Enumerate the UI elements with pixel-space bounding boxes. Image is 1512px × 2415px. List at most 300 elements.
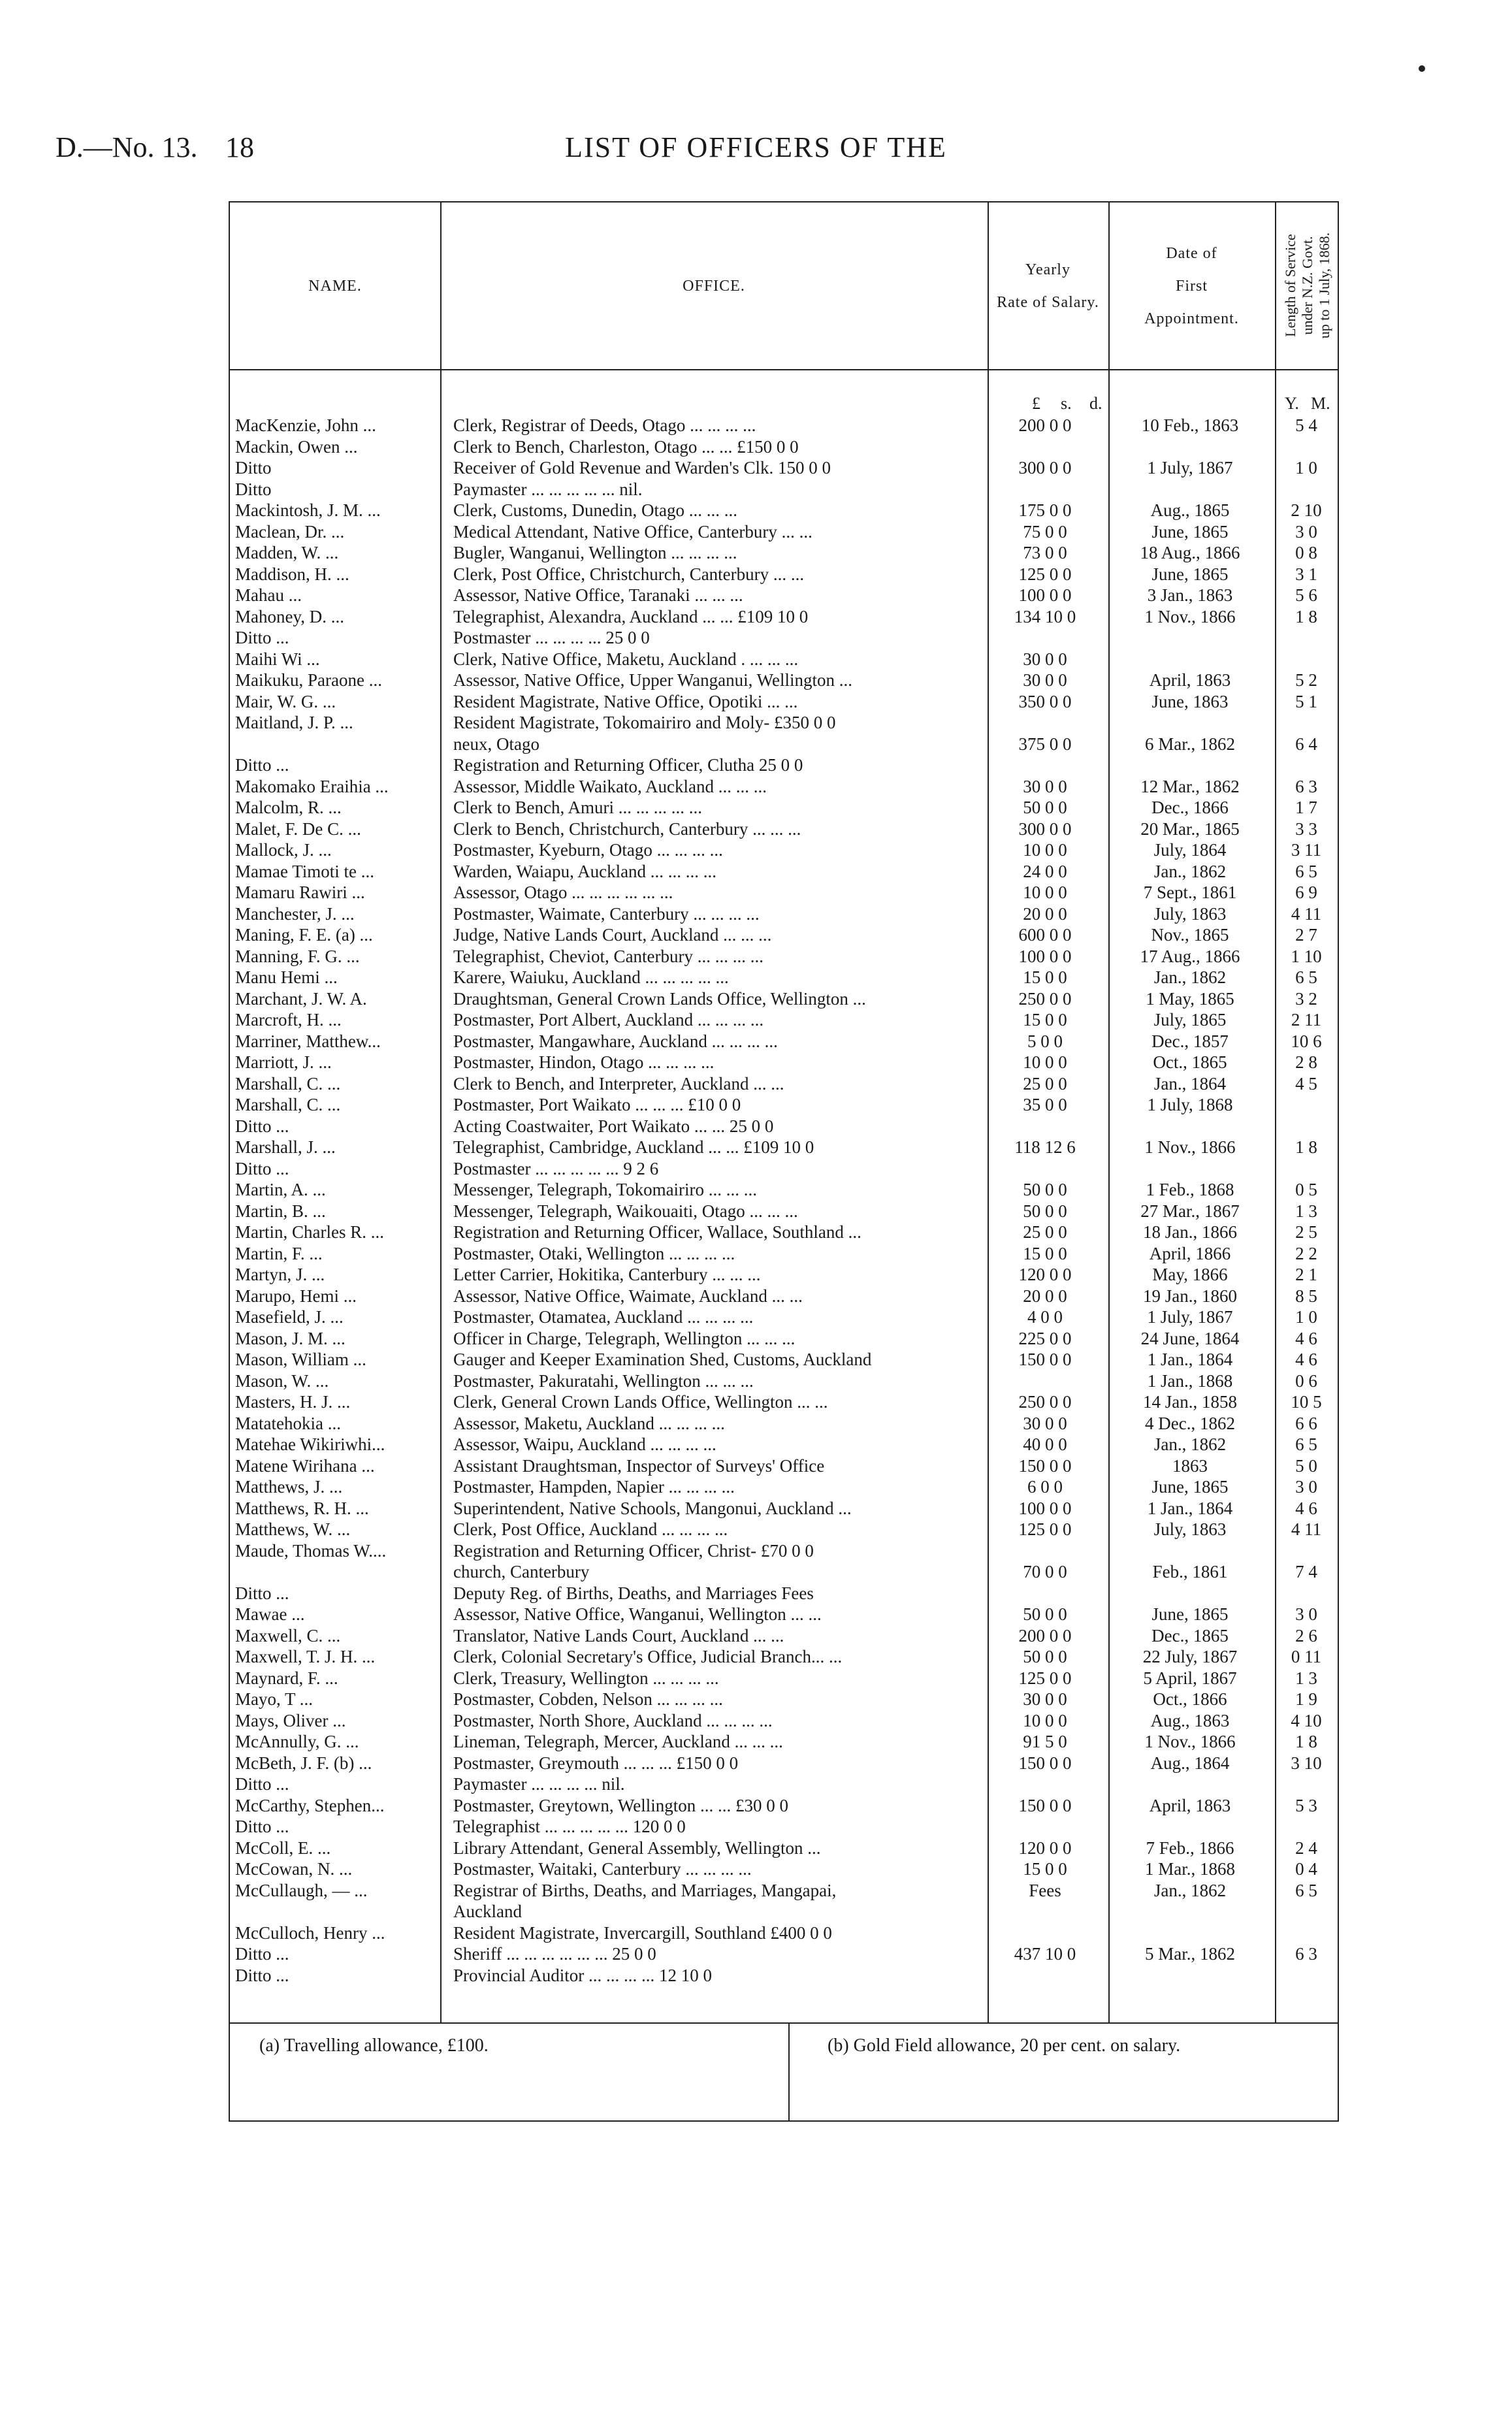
office-title: Postmaster, Hindon, Otago ... ... ... ... <box>453 1052 715 1072</box>
appointment-date: May, 1866 <box>1152 1265 1228 1284</box>
appointment-date: Jan., 1862 <box>1153 861 1227 881</box>
service-length: 4 10 <box>1291 1710 1322 1730</box>
officer-name: Mackin, Owen ... <box>235 436 358 457</box>
office-title: Clerk to Bench, and Interpreter, Auckland ... ... <box>453 1073 784 1094</box>
table-row <box>230 1306 1338 1328</box>
office-title: Sheriff ... ... ... ... ... ... 25 0 0 <box>453 1944 656 1964</box>
salary-rate: 30 0 0 <box>1023 649 1067 669</box>
column-header-name: NAME. <box>308 277 362 295</box>
page-title: LIST OF OFFICERS OF THE <box>565 131 947 163</box>
table-row <box>230 1179 1338 1201</box>
salary-rate: 15 0 0 <box>1023 1010 1067 1029</box>
appointment-date: 20 Mar., 1865 <box>1140 819 1240 839</box>
officer-name: Matthews, J. ... <box>235 1477 343 1497</box>
officer-name: Mackintosh, J. M. ... <box>235 500 381 520</box>
table-row <box>230 988 1338 1010</box>
table-row <box>230 1816 1338 1838</box>
table-row <box>230 839 1338 861</box>
appointment-date: Oct., 1865 <box>1153 1052 1227 1072</box>
officer-name: Mayo, T ... <box>235 1689 314 1709</box>
service-length: 0 4 <box>1295 1859 1317 1879</box>
table-row <box>230 1838 1338 1859</box>
footnote-a: (a) Travelling allowance, £100. <box>259 2035 489 2056</box>
salary-rate: 40 0 0 <box>1023 1434 1067 1454</box>
service-length: 6 3 <box>1295 776 1317 796</box>
appointment-date: 19 Jan., 1860 <box>1143 1286 1237 1306</box>
column-header-length: Length of Service under N.Z. Govt. up to 1 July, 1868. <box>1282 232 1332 339</box>
office-title: Clerk, Post Office, Auckland ... ... ... ... <box>453 1519 728 1539</box>
salary-rate: 35 0 0 <box>1023 1095 1067 1114</box>
service-length: 5 6 <box>1295 585 1317 605</box>
officer-name: Manchester, J. ... <box>235 903 355 924</box>
units-row <box>230 394 1338 415</box>
service-length: 0 6 <box>1295 1370 1317 1391</box>
officer-name: Masters, H. J. ... <box>235 1392 351 1412</box>
salary-rate: 73 0 0 <box>1023 543 1067 562</box>
office-title: Postmaster ... ... ... ... ... 9 2 6 <box>453 1158 659 1178</box>
salary-rate: 50 0 0 <box>1023 1647 1067 1666</box>
service-length: 1 9 <box>1295 1689 1317 1709</box>
appointment-date: 1 Jan., 1864 <box>1147 1350 1233 1369</box>
office-title: Telegraphist, Cambridge, Auckland ... ... £109 10 0 <box>453 1137 814 1157</box>
salary-rate: 75 0 0 <box>1023 521 1067 542</box>
office-title: Warden, Waiapu, Auckland ... ... ... ... <box>453 861 717 881</box>
table-row <box>230 1943 1338 1965</box>
officer-name: Marcroft, H. ... <box>235 1010 342 1029</box>
salary-rate: 375 0 0 <box>1018 734 1072 754</box>
appointment-date: June, 1863 <box>1151 691 1229 711</box>
service-length: 5 4 <box>1295 415 1317 435</box>
office-title: Assessor, Native Office, Upper Wanganui, Wellington ... <box>453 670 852 690</box>
office-title: Provincial Auditor ... ... ... ... 12 10 0 <box>453 1965 712 1985</box>
table-row <box>230 649 1338 670</box>
service-length: 4 5 <box>1295 1073 1317 1094</box>
table-row <box>230 1498 1338 1519</box>
officer-name: Marshall, C. ... <box>235 1095 341 1114</box>
officer-name: Ditto ... <box>235 1965 289 1985</box>
officer-name: Mawae ... <box>235 1604 305 1624</box>
salary-rate: 24 0 0 <box>1023 861 1067 881</box>
service-length: 2 11 <box>1291 1010 1322 1029</box>
appointment-date: 18 Aug., 1866 <box>1140 543 1240 562</box>
officer-name: Manning, F. G. ... <box>235 946 360 966</box>
officer-name: Mason, William ... <box>235 1350 366 1369</box>
table-row <box>230 1328 1338 1350</box>
officer-name: McCullaugh, — ... <box>235 1880 368 1900</box>
service-length: 1 0 <box>1295 1307 1317 1327</box>
office-title: Draughtsman, General Crown Lands Office, Wellington ... <box>453 988 866 1009</box>
appointment-date: 1 July, 1867 <box>1147 1307 1233 1327</box>
appointment-date: Jan., 1862 <box>1153 1880 1227 1900</box>
officer-name: Maude, Thomas W.... <box>235 1540 387 1561</box>
office-title: Assessor, Native Office, Waimate, Auckland ... ... <box>453 1286 803 1306</box>
table-row <box>230 691 1338 713</box>
officer-name: Maclean, Dr. ... <box>235 521 345 542</box>
table-row <box>230 882 1338 903</box>
office-title: Paymaster ... ... ... ... ... nil. <box>453 479 643 499</box>
appointment-date: Aug., 1865 <box>1150 500 1230 520</box>
service-length: 1 3 <box>1295 1201 1317 1221</box>
appointment-date: 1 July, 1867 <box>1147 458 1233 478</box>
officer-name: Marshall, C. ... <box>235 1073 341 1094</box>
officer-name: Ditto ... <box>235 1817 289 1836</box>
appointment-date: Aug., 1864 <box>1150 1753 1230 1773</box>
column-header-date: Date of First Appointment. <box>1144 244 1239 327</box>
officer-name: Ditto ... <box>235 628 289 647</box>
officer-name: McCowan, N. ... <box>235 1859 353 1879</box>
service-length: 5 3 <box>1295 1795 1317 1815</box>
salary-rate: 300 0 0 <box>1018 458 1072 478</box>
table-row <box>230 1286 1338 1307</box>
officer-name: Ditto ... <box>235 755 289 775</box>
service-length: 2 2 <box>1295 1243 1317 1263</box>
office-title: Clerk, Colonial Secretary's Office, Judicial Branch... ... <box>453 1647 843 1666</box>
footnote-b: (b) Gold Field allowance, 20 per cent. on salary. <box>828 2035 1181 2056</box>
officer-name: McCulloch, Henry ... <box>235 1922 385 1943</box>
office-title: Postmaster, Pakuratahi, Wellington ... ... ... <box>453 1370 754 1391</box>
table-row <box>230 1391 1338 1413</box>
officer-name: Ditto <box>235 479 272 499</box>
officer-name: Maddison, H. ... <box>235 564 349 584</box>
officers-table <box>229 201 1339 2024</box>
officer-name: Marriott, J. ... <box>235 1052 332 1072</box>
office-title: Bugler, Wanganui, Wellington ... ... ... ... <box>453 543 737 562</box>
table-row <box>230 754 1338 776</box>
service-length: 3 0 <box>1295 1477 1317 1497</box>
table-row <box>230 734 1338 755</box>
office-title: Clerk, Registrar of Deeds, Otago ... ... ... ... <box>453 415 756 435</box>
officer-name: Maxwell, C. ... <box>235 1625 341 1645</box>
office-title: Clerk, Customs, Dunedin, Otago ... ... ... <box>453 500 737 520</box>
appointment-date: 1863 <box>1172 1455 1208 1476</box>
appointment-date: 1 May, 1865 <box>1146 988 1234 1009</box>
service-length: 2 6 <box>1295 1625 1317 1645</box>
service-length: 5 1 <box>1295 691 1317 711</box>
service-length: 1 8 <box>1295 1137 1317 1157</box>
ink-dot <box>1419 65 1425 72</box>
salary-rate: 50 0 0 <box>1023 1180 1067 1199</box>
officer-name: Mays, Oliver ... <box>235 1710 346 1730</box>
salary-rate: 50 0 0 <box>1023 798 1067 817</box>
office-title: Karere, Waiuku, Auckland ... ... ... ... ... <box>453 967 729 987</box>
appointment-date: 3 Jan., 1863 <box>1147 585 1233 605</box>
service-length: 0 11 <box>1291 1647 1322 1666</box>
appointment-date: April, 1866 <box>1149 1243 1231 1263</box>
salary-rate: 300 0 0 <box>1018 819 1072 839</box>
appointment-date: June, 1865 <box>1151 521 1229 542</box>
service-length: 2 1 <box>1295 1265 1317 1284</box>
appointment-date: Dec., 1857 <box>1151 1031 1229 1051</box>
table-row <box>230 479 1338 500</box>
office-title: Assessor, Native Office, Taranaki ... ... ... <box>453 585 743 605</box>
unit-pence: d. <box>1089 394 1102 413</box>
officer-name: Mair, W. G. ... <box>235 691 336 711</box>
table-row <box>230 712 1338 734</box>
officer-name: Maynard, F. ... <box>235 1668 338 1688</box>
appointment-date: Dec., 1866 <box>1151 798 1229 817</box>
office-title: Postmaster, Waitaki, Canterbury ... ... ... ... <box>453 1859 752 1879</box>
officer-name: McAnnully, G. ... <box>235 1732 359 1751</box>
table-row <box>230 1922 1338 1944</box>
officer-name: Mallock, J. ... <box>235 840 332 860</box>
office-title: Postmaster, Greymouth ... ... ... £150 0 0 <box>453 1753 739 1773</box>
service-length: 3 1 <box>1295 564 1317 584</box>
appointment-date: 1 Mar., 1868 <box>1145 1859 1235 1879</box>
appointment-date: 1 Jan., 1864 <box>1147 1498 1233 1518</box>
officer-name: Matene Wirihana ... <box>235 1455 375 1476</box>
office-title: Receiver of Gold Revenue and Warden's Clk. 150 0 0 <box>453 458 831 478</box>
appointment-date: 22 July, 1867 <box>1142 1647 1238 1666</box>
salary-rate: Fees <box>1029 1880 1061 1900</box>
salary-rate: 4 0 0 <box>1027 1307 1063 1327</box>
office-title: Letter Carrier, Hokitika, Canterbury ... ... ... <box>453 1265 761 1284</box>
office-title: Officer in Charge, Telegraph, Wellington ... ... ... <box>453 1328 796 1348</box>
salary-rate: 30 0 0 <box>1023 1689 1067 1709</box>
table-row <box>230 1625 1338 1647</box>
table-row <box>230 1540 1338 1562</box>
salary-rate: 125 0 0 <box>1018 564 1072 584</box>
service-length: 4 6 <box>1295 1328 1317 1348</box>
table-row <box>230 1476 1338 1498</box>
appointment-date: 4 Dec., 1862 <box>1145 1413 1235 1433</box>
office-title: Postmaster ... ... ... ... 25 0 0 <box>453 628 650 647</box>
officer-name: Ditto ... <box>235 1116 289 1136</box>
office-title: Auckland <box>453 1902 522 1921</box>
table-row <box>230 1158 1338 1180</box>
office-title: Registration and Returning Officer, Wallace, Southland ... <box>453 1222 861 1242</box>
table-row <box>230 946 1338 967</box>
salary-rate: 150 0 0 <box>1018 1455 1072 1476</box>
office-title: Translator, Native Lands Court, Auckland ... ... <box>453 1625 784 1645</box>
salary-rate: 10 0 0 <box>1023 883 1067 902</box>
officer-name: McCarthy, Stephen... <box>235 1795 385 1815</box>
office-title: Telegraphist, Cheviot, Canterbury ... ... ... ... <box>453 946 764 966</box>
appointment-date: 1 Nov., 1866 <box>1144 1732 1236 1751</box>
service-length: 2 8 <box>1295 1052 1317 1072</box>
service-length: 4 6 <box>1295 1350 1317 1369</box>
officer-name: Ditto <box>235 458 272 478</box>
unit-years: Y. <box>1285 394 1299 413</box>
office-title: Resident Magistrate, Tokomairiro and Moly- £350 0 0 <box>453 713 836 732</box>
table-body <box>230 415 1338 1986</box>
appointment-date: July, 1863 <box>1153 903 1227 924</box>
table-row <box>230 819 1338 840</box>
office-title: Assessor, Maketu, Auckland ... ... ... ... <box>453 1413 725 1433</box>
table-row <box>230 1561 1338 1583</box>
officer-name: Martin, A. ... <box>235 1180 326 1199</box>
salary-rate: 200 0 0 <box>1018 415 1072 435</box>
service-length: 4 6 <box>1295 1498 1317 1518</box>
salary-rate: 25 0 0 <box>1023 1222 1067 1242</box>
officer-name: Marchant, J. W. A. <box>235 988 367 1009</box>
office-title: Postmaster, Kyeburn, Otago ... ... ... ... <box>453 840 723 860</box>
salary-rate: 25 0 0 <box>1023 1073 1067 1094</box>
table-row <box>230 670 1338 691</box>
officer-name: Maitland, J. P. ... <box>235 713 353 732</box>
salary-rate: 70 0 0 <box>1023 1562 1067 1581</box>
table-row <box>230 1774 1338 1795</box>
office-title: Clerk, General Crown Lands Office, Wellington ... ... <box>453 1392 828 1412</box>
service-length: 6 9 <box>1295 883 1317 902</box>
salary-rate: 10 0 0 <box>1023 840 1067 860</box>
salary-rate: 10 0 0 <box>1023 1052 1067 1072</box>
service-length: 5 0 <box>1295 1455 1317 1476</box>
column-header-rate: Yearly Rate of Salary. <box>997 261 1099 311</box>
table-row <box>230 1880 1338 1902</box>
service-length: 6 5 <box>1295 1880 1317 1900</box>
table-row <box>230 1434 1338 1455</box>
appointment-date: 10 Feb., 1863 <box>1141 415 1239 435</box>
officer-name: Makomako Eraihia ... <box>235 776 389 796</box>
appointment-date: 17 Aug., 1866 <box>1140 946 1240 966</box>
appointment-date: June, 1865 <box>1151 1604 1229 1624</box>
table-row <box>230 1710 1338 1732</box>
service-length: 10 5 <box>1291 1392 1322 1412</box>
service-length: 5 2 <box>1295 670 1317 690</box>
office-title: Postmaster, Hampden, Napier ... ... ... ... <box>453 1477 735 1497</box>
service-length: 3 11 <box>1291 840 1322 860</box>
appointment-date: Feb., 1861 <box>1152 1562 1228 1581</box>
office-title: Assessor, Waipu, Auckland ... ... ... ... <box>453 1434 716 1454</box>
document-number: D.—No. 13. <box>56 131 198 163</box>
office-title: Registrar of Births, Deaths, and Marriages, Mangapai, <box>453 1880 837 1900</box>
officer-name: McColl, E. ... <box>235 1838 331 1858</box>
table-row <box>230 542 1338 564</box>
office-title: Clerk, Native Office, Maketu, Auckland . ... ... ... <box>453 649 799 669</box>
table-row <box>230 1264 1338 1286</box>
service-length: 3 10 <box>1291 1753 1322 1773</box>
salary-rate: 100 0 0 <box>1018 1498 1072 1518</box>
table-row <box>230 1965 1338 1986</box>
officer-name: Mamaru Rawiri ... <box>235 883 365 902</box>
salary-rate: 200 0 0 <box>1018 1625 1072 1645</box>
office-title: Deputy Reg. of Births, Deaths, and Marriages Fees <box>453 1583 814 1603</box>
table-row <box>230 585 1338 606</box>
table-row <box>230 500 1338 521</box>
table-row <box>230 1201 1338 1222</box>
office-title: Assistant Draughtsman, Inspector of Surveys' Office <box>453 1455 825 1476</box>
service-length: 6 4 <box>1295 734 1317 754</box>
officer-name: Mason, W. ... <box>235 1370 329 1391</box>
officer-name: Marriner, Matthew... <box>235 1031 381 1051</box>
service-length: 3 2 <box>1295 988 1317 1009</box>
appointment-date: 1 Nov., 1866 <box>1144 1137 1236 1157</box>
office-title: Postmaster, Otaki, Wellington ... ... ... ... <box>453 1243 735 1263</box>
officer-name: Manu Hemi ... <box>235 967 338 987</box>
office-title: Medical Attendant, Native Office, Canterbury ... ... <box>453 521 812 542</box>
appointment-date: Jan., 1864 <box>1153 1073 1227 1094</box>
office-title: Judge, Native Lands Court, Auckland ... ... ... <box>453 925 772 945</box>
salary-rate: 250 0 0 <box>1018 988 1072 1009</box>
office-title: Assessor, Otago ... ... ... ... ... ... <box>453 883 673 902</box>
appointment-date: 6 Mar., 1862 <box>1145 734 1235 754</box>
salary-rate: 600 0 0 <box>1018 925 1072 945</box>
table-row <box>230 564 1338 585</box>
officer-name: Ditto ... <box>235 1158 289 1178</box>
office-title: Registration and Returning Officer, Clutha 25 0 0 <box>453 755 803 775</box>
salary-rate: 15 0 0 <box>1023 1243 1067 1263</box>
appointment-date: July, 1865 <box>1153 1010 1227 1029</box>
service-length: 1 8 <box>1295 1732 1317 1751</box>
service-length: 3 0 <box>1295 521 1317 542</box>
office-title: Lineman, Telegraph, Mercer, Auckland ... ... ... <box>453 1732 783 1751</box>
officer-name: Ditto ... <box>235 1774 289 1794</box>
officer-name: Marshall, J. ... <box>235 1137 336 1157</box>
salary-rate: 100 0 0 <box>1018 946 1072 966</box>
appointment-date: 1 July, 1868 <box>1147 1095 1233 1114</box>
table-row <box>230 1137 1338 1158</box>
table-row <box>230 1753 1338 1774</box>
officer-name: Martin, Charles R. ... <box>235 1222 384 1242</box>
appointment-date: Oct., 1866 <box>1153 1689 1227 1709</box>
office-title: Assessor, Middle Waikato, Auckland ... ... ... <box>453 776 767 796</box>
salary-rate: 15 0 0 <box>1023 1859 1067 1879</box>
table-row <box>230 1031 1338 1052</box>
service-length: 6 5 <box>1295 861 1317 881</box>
column-header-office: OFFICE. <box>683 277 745 295</box>
service-length: 1 3 <box>1295 1668 1317 1688</box>
officer-name: Maikuku, Paraone ... <box>235 670 382 690</box>
footnotes <box>229 2024 1339 2122</box>
officer-name: Mason, J. M. ... <box>235 1328 346 1348</box>
service-length: 8 5 <box>1295 1286 1317 1306</box>
service-length: 1 0 <box>1295 458 1317 478</box>
unit-shilling: s. <box>1061 394 1072 413</box>
appointment-date: July, 1863 <box>1153 1519 1227 1539</box>
appointment-date: 27 Mar., 1867 <box>1140 1201 1240 1221</box>
table-row <box>230 606 1338 628</box>
office-title: Postmaster, Greytown, Wellington ... ... £30 0 0 <box>453 1795 788 1815</box>
appointment-date: 5 April, 1867 <box>1143 1668 1237 1688</box>
table-row <box>230 1052 1338 1073</box>
officer-name: Matthews, R. H. ... <box>235 1498 369 1518</box>
table-row <box>230 1604 1338 1625</box>
table-row <box>230 1370 1338 1392</box>
table-row <box>230 1731 1338 1753</box>
salary-rate: 125 0 0 <box>1018 1519 1072 1539</box>
appointment-date: 1 Jan., 1868 <box>1147 1370 1233 1391</box>
table-row <box>230 1583 1338 1604</box>
appointment-date: 7 Feb., 1866 <box>1146 1838 1234 1858</box>
appointment-date: April, 1863 <box>1149 1795 1231 1815</box>
table-row <box>230 1795 1338 1817</box>
officer-name: Malcolm, R. ... <box>235 798 342 817</box>
service-length: 3 3 <box>1295 819 1317 839</box>
officer-name: Maihi Wi ... <box>235 649 320 669</box>
appointment-date: June, 1865 <box>1151 564 1229 584</box>
salary-rate: 175 0 0 <box>1018 500 1072 520</box>
table-row <box>230 776 1338 798</box>
table-row <box>230 415 1338 436</box>
salary-rate: 100 0 0 <box>1018 585 1072 605</box>
officer-name: Matthews, W. ... <box>235 1519 351 1539</box>
service-length: 6 3 <box>1295 1944 1317 1964</box>
office-title: Telegraphist ... ... ... ... ... 120 0 0 <box>453 1817 686 1836</box>
office-title: Assessor, Native Office, Wanganui, Wellington ... ... <box>453 1604 822 1624</box>
office-title: Postmaster, Waimate, Canterbury ... ... ... ... <box>453 903 760 924</box>
service-length: 4 11 <box>1291 903 1322 924</box>
officer-name: Mahoney, D. ... <box>235 606 344 626</box>
appointment-date: Jan., 1862 <box>1153 1434 1227 1454</box>
table-row <box>230 924 1338 946</box>
table-row <box>230 967 1338 988</box>
service-length: 6 5 <box>1295 1434 1317 1454</box>
salary-rate: 50 0 0 <box>1023 1604 1067 1624</box>
salary-rate: 150 0 0 <box>1018 1350 1072 1369</box>
office-title: Resident Magistrate, Invercargill, Southland £400 0 0 <box>453 1922 832 1943</box>
office-title: Postmaster, Mangawhare, Auckland ... ... ... ... <box>453 1031 778 1051</box>
table-row <box>230 1222 1338 1243</box>
